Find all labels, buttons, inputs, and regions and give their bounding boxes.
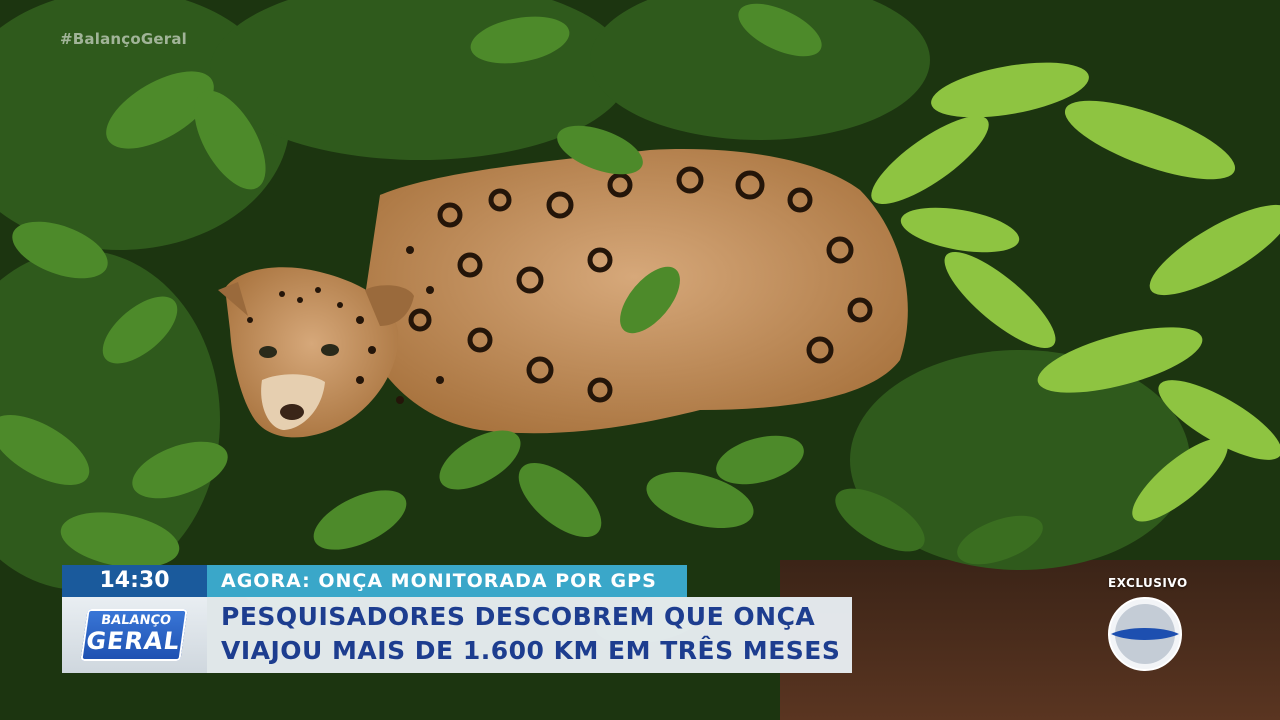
- exclusive-label: EXCLUSIVO: [1108, 576, 1188, 590]
- program-logo-line1: BALANÇO: [100, 613, 172, 628]
- headline-line-1: PESQUISADORES DESCOBREM QUE ONÇA: [221, 602, 816, 631]
- news-kicker: AGORA: ONÇA MONITORADA POR GPS: [207, 565, 687, 597]
- jaguar-eye-left: [259, 346, 277, 358]
- hashtag-watermark: #BalançoGeral: [60, 30, 188, 48]
- broadcast-time: 14:30: [62, 565, 207, 597]
- ground-soil: [780, 560, 1280, 720]
- channel-logo-icon: [1107, 596, 1183, 672]
- jaguar-nose: [280, 404, 304, 420]
- program-logo: [62, 597, 207, 673]
- program-logo-badge: [80, 609, 187, 661]
- jaguar-eye-right: [321, 344, 339, 356]
- program-logo-line2: GERAL: [84, 627, 182, 655]
- headline-line-2: VIAJOU MAIS DE 1.600 KM EM TRÊS MESES: [221, 636, 841, 665]
- news-lower-third: [62, 565, 852, 673]
- headline-box: [207, 597, 852, 673]
